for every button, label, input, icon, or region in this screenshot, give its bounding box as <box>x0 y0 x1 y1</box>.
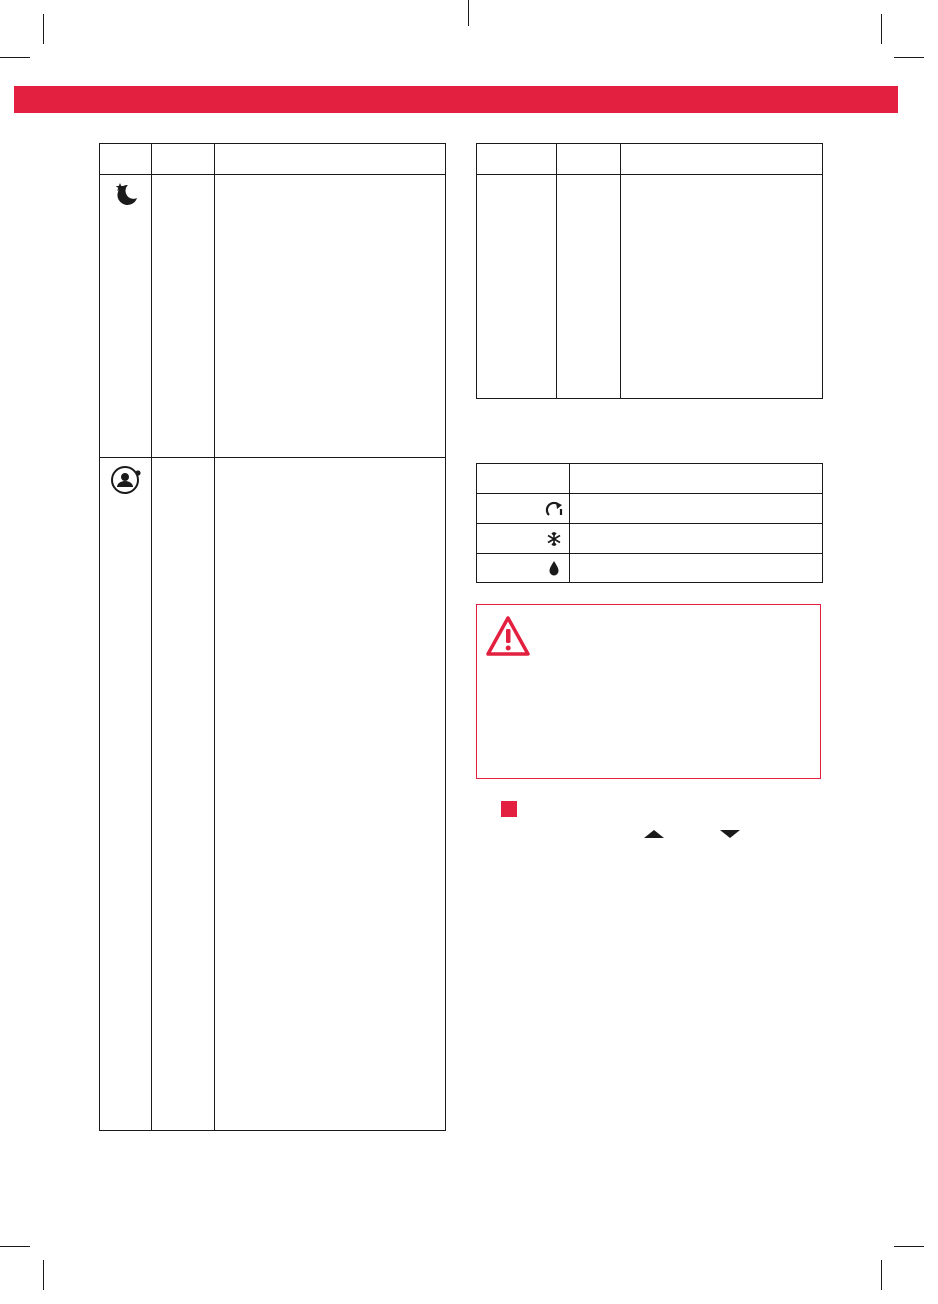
down-arrow-icon <box>719 829 741 839</box>
header-band <box>14 86 898 113</box>
crop-mark <box>0 1246 30 1247</box>
icon-cell <box>477 494 570 524</box>
step-marker <box>501 801 517 817</box>
crop-mark <box>43 1260 44 1290</box>
button-cell <box>152 175 215 458</box>
table-header-row <box>100 144 446 175</box>
table-row-swing <box>477 494 823 524</box>
header-cell-description <box>570 464 823 494</box>
snowflake-icon <box>543 529 565 549</box>
header-cell-description <box>621 144 823 175</box>
header-cell-icon <box>477 144 557 175</box>
description-cell <box>621 175 823 399</box>
warning-triangle-icon <box>485 615 531 657</box>
header-cell-mode <box>477 464 570 494</box>
description-cell <box>215 175 446 458</box>
button-cell <box>152 458 215 1131</box>
warning-box <box>476 604 821 779</box>
up-arrow-icon <box>643 829 665 839</box>
button-cell <box>557 175 621 399</box>
table-header-row <box>477 464 823 494</box>
table-row-follow-me <box>100 458 446 1131</box>
icon-cell <box>477 175 557 399</box>
description-cell <box>570 554 823 583</box>
sleep-moon-star-icon <box>100 175 151 215</box>
header-cell-button <box>152 144 215 175</box>
table-row-sleep <box>100 175 446 458</box>
table-row <box>477 175 823 399</box>
swing-arrow-icon <box>543 499 565 519</box>
table-row-cool <box>477 524 823 554</box>
crop-mark <box>881 14 882 44</box>
right-function-table <box>476 143 823 399</box>
icon-cell <box>100 175 152 458</box>
crop-mark <box>0 57 30 58</box>
description-cell <box>215 458 446 1131</box>
icon-cell <box>477 524 570 554</box>
description-cell <box>570 494 823 524</box>
crop-mark <box>881 1260 882 1290</box>
header-cell-icon <box>100 144 152 175</box>
table-row-dry <box>477 554 823 583</box>
crop-mark <box>43 14 44 44</box>
icon-cell <box>477 554 570 583</box>
table-header-row <box>477 144 823 175</box>
crop-mark <box>468 0 469 26</box>
description-cell <box>570 524 823 554</box>
icon-cell <box>100 458 152 1131</box>
water-drop-icon <box>543 558 565 578</box>
header-cell-description <box>215 144 446 175</box>
follow-me-person-icon <box>100 458 151 502</box>
header-cell-button <box>557 144 621 175</box>
left-function-table <box>99 143 446 1131</box>
crop-mark <box>894 1246 924 1247</box>
crop-mark <box>894 57 924 58</box>
mode-table <box>476 463 823 583</box>
